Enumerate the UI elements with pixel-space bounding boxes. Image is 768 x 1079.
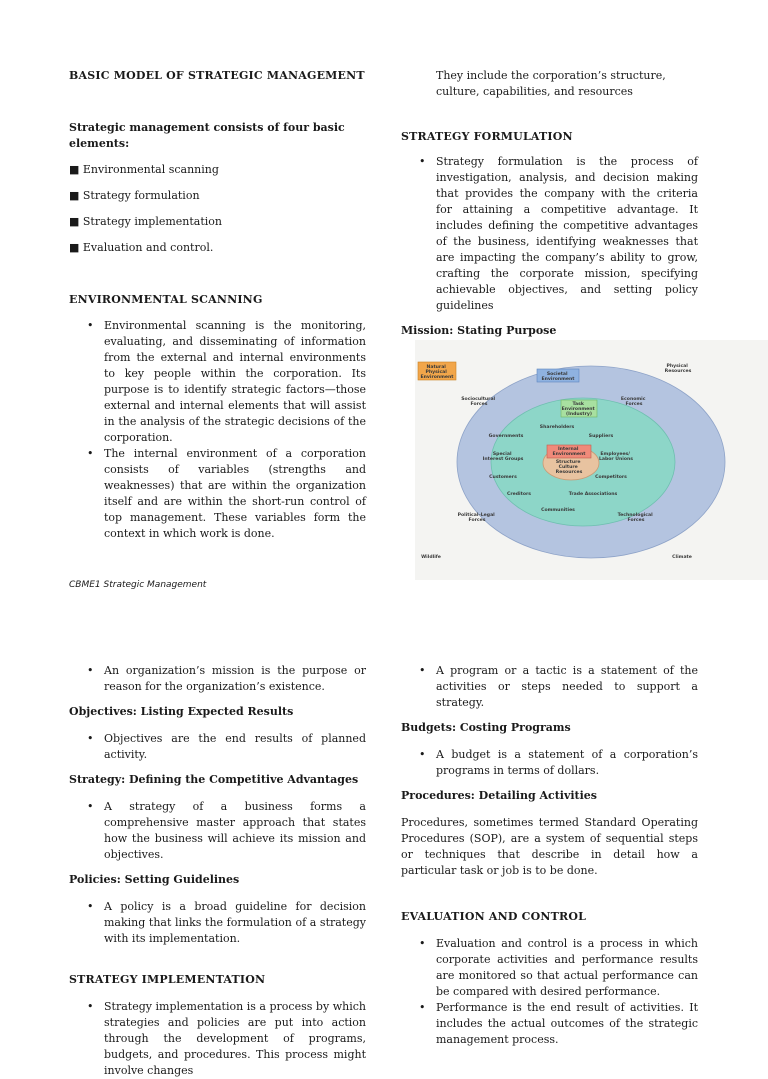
- internal-environment-label: Internal Environment: [552, 447, 586, 457]
- policies-heading: Policies: Setting Guidelines: [69, 873, 240, 886]
- strategy-implementation-list: [69, 999, 366, 1079]
- document-title: BASIC MODEL OF STRATEGIC MANAGEMENT: [69, 69, 365, 82]
- strategy-formulation-heading: STRATEGY FORMULATION: [401, 130, 573, 143]
- evaluation-control-list: [401, 936, 698, 1048]
- climate-label: Climate: [672, 555, 692, 560]
- env-scanning-heading: ENVIRONMENTAL SCANNING: [69, 293, 263, 306]
- page-footer: CBME1 Strategic Management: [69, 580, 207, 590]
- objectives-bullet: • Objectives are the end results of planned activity.: [69, 731, 366, 763]
- evaluation-control-heading: EVALUATION AND CONTROL: [401, 910, 587, 923]
- budgets-heading: Budgets: Costing Programs: [401, 721, 571, 734]
- governments-label: Governments: [488, 434, 524, 439]
- page1-right-column: [401, 68, 698, 339]
- strategy-implementation-heading: STRATEGY IMPLEMENTATION: [69, 973, 266, 986]
- communities-label: Communities: [541, 508, 575, 513]
- page-gap: [0, 600, 768, 648]
- strategy-implementation-bullet: • Strategy implementation is a process by which strategies and policies are put into action through the development of programs, budgets, and procedures. This process might involve changes: [69, 999, 366, 1079]
- creditors-label: Creditors: [507, 492, 531, 497]
- political-legal-forces-label: Political–Legal Forces: [457, 513, 495, 523]
- strategy-heading: Strategy: Defining the Competitive Advantages: [69, 773, 359, 786]
- strategy-formulation-list: [401, 154, 698, 314]
- strategy-list: [69, 799, 366, 863]
- page2-left-column: [69, 663, 366, 1079]
- element-item: ■ Evaluation and control.: [69, 241, 214, 254]
- natural-environment-label: Natural Physical Environment: [420, 365, 454, 380]
- budgets-list: [401, 747, 698, 779]
- trade-associations-label: Trade Associations: [568, 492, 618, 497]
- sociocultural-forces-label: Sociocultural Forces: [461, 397, 496, 407]
- element-item: ■ Strategy implementation: [69, 215, 223, 228]
- competitors-label: Competitors: [595, 475, 627, 480]
- objectives-list: [69, 731, 366, 763]
- policies-bullet: • A policy is a broad guideline for decision making that links the formulation of a strategy with its implementation.: [69, 899, 366, 947]
- mission-bullet: • An organization’s mission is the purpose or reason for the organization’s existence.: [69, 663, 366, 695]
- shareholders-label: Shareholders: [539, 425, 575, 430]
- procedures-heading: Procedures: Detailing Activities: [401, 789, 597, 802]
- elements-heading: Strategic management consists of four basic elements:: [69, 121, 345, 150]
- task-environment-label: Task Environment (Industry): [561, 402, 595, 417]
- program-bullet: • A program or a tactic is a statement of the activities or steps needed to support a strategy.: [401, 663, 698, 711]
- societal-environment-label: Societal Environment: [541, 372, 575, 382]
- mission-heading: Mission: Stating Purpose: [401, 324, 557, 337]
- budgets-bullet: • A budget is a statement of a corporation’s programs in terms of dollars.: [401, 747, 698, 779]
- environment-diagram-svg: [415, 340, 768, 580]
- procedures-text: Procedures, sometimes termed Standard Operating Procedures (SOP), are a system of sequential steps or techniques that describe in detail how a particular task or job is to be done.: [401, 816, 698, 877]
- env-scanning-bullet: • Environmental scanning is the monitoring, evaluating, and disseminating of information from the external and internal environments to key people within the corporation. Its purpose is to identify strategic factors—those external and internal elements that will assist in the analysis of the strategic decisions of the corporation.: [69, 318, 366, 446]
- suppliers-label: Suppliers: [588, 434, 614, 439]
- page-2: [0, 648, 768, 1077]
- customers-label: Customers: [489, 475, 517, 480]
- program-list: [401, 663, 698, 711]
- technological-forces-label: Technological Forces: [617, 513, 653, 523]
- page1-left-column: [69, 68, 366, 593]
- internal-environment-items: Structure Culture Resources: [555, 460, 583, 475]
- special-interest-groups-label: Special Interest Groups: [482, 452, 524, 462]
- wildlife-label: Wildlife: [421, 555, 441, 560]
- evaluation-control-bullet: • Performance is the end result of activities. It includes the actual outcomes of the strategic management process.: [401, 1000, 698, 1048]
- internal-env-continuation: They include the corporation’s structure, culture, capabilities, and resources: [436, 69, 666, 98]
- element-item: ■ Strategy formulation: [69, 189, 200, 202]
- evaluation-control-bullet: • Evaluation and control is a process in which corporate activities and performance results are monitored so that actual performance can be compared with desired performance.: [401, 936, 698, 1000]
- policies-list: [69, 899, 366, 947]
- env-scanning-list: [69, 318, 366, 542]
- economic-forces-label: Economic Forces: [620, 397, 646, 407]
- employees-label: Employees/ Labor Unions: [598, 452, 634, 462]
- element-item: ■ Environmental scanning: [69, 163, 219, 176]
- env-scanning-bullet: • The internal environment of a corporation consists of variables (strengths and weaknesses) that are within the organization itself and are within the short-run control of top management. These variables form the context in which work is done.: [69, 446, 366, 542]
- strategy-formulation-bullet: • Strategy formulation is the process of investigation, analysis, and decision making that provides the company with the criteria for attaining a competitive advantage. It includes defining the competitive advantages of the business, identifying weaknesses that are impacting the company’s ability to grow, crafting the corporate mission, specifying achievable objectives, and setting policy guidelines: [401, 154, 698, 314]
- page2-right-column: [401, 663, 698, 1048]
- mission-list: [69, 663, 366, 695]
- strategy-bullet: • A strategy of a business forms a comprehensive master approach that states how the business will achieve its mission and objectives.: [69, 799, 366, 863]
- environment-diagram: [415, 340, 768, 580]
- physical-resources-label: Physical Resources: [664, 364, 692, 374]
- objectives-heading: Objectives: Listing Expected Results: [69, 705, 294, 718]
- elements-list: [69, 162, 366, 256]
